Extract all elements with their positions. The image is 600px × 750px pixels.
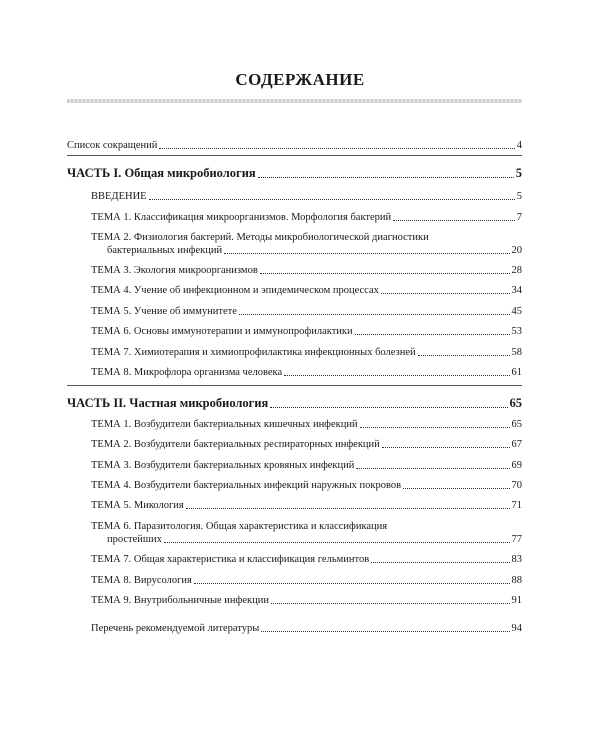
dot-leader <box>393 220 515 221</box>
toc-entry-multiline[interactable] <box>91 520 522 546</box>
toc-entry[interactable] <box>91 418 522 431</box>
toc-entry-label: ТЕМА 3. Экология микроорганизмов <box>91 265 258 276</box>
toc-entry-label: ТЕМА 6. Паразитология. Общая характеристика и классификация <box>91 521 388 532</box>
toc-entry-page: 91 <box>511 595 522 606</box>
toc-entry-page: 4 <box>516 140 522 151</box>
toc-entry-label: ТЕМА 3. Возбудители бактериальных кровяных инфекций <box>91 460 355 471</box>
toc-entry-page: 71 <box>511 500 522 511</box>
dot-leader <box>261 631 509 632</box>
toc-entry-label-continued: простейших <box>107 534 162 545</box>
toc-entry[interactable] <box>91 284 522 297</box>
dot-leader <box>284 375 509 376</box>
toc-entry[interactable] <box>91 346 522 359</box>
toc-entry-references[interactable] <box>91 622 522 635</box>
toc-entry-abbreviations[interactable] <box>67 139 522 152</box>
toc-entry-page: 61 <box>511 367 522 378</box>
dot-leader <box>260 273 510 274</box>
dot-leader <box>149 199 515 200</box>
toc-entry-page: 53 <box>511 326 522 337</box>
toc-entry-label: ВВЕДЕНИЕ <box>91 191 147 202</box>
toc-entry-label: ТЕМА 4. Учение об инфекционном и эпидемическом процессах <box>91 285 379 296</box>
toc-entry-label-continued: бактериальных инфекций <box>107 245 223 256</box>
toc-entry-page: 70 <box>511 480 522 491</box>
toc-entry[interactable] <box>91 305 522 318</box>
toc-entry-label: ТЕМА 5. Микология <box>91 500 184 511</box>
toc-entry-page: 77 <box>511 534 522 545</box>
toc-part-page: 65 <box>509 396 522 410</box>
toc-entry-page: 67 <box>511 439 522 450</box>
toc-entry-multiline[interactable] <box>91 231 522 257</box>
divider <box>67 385 522 386</box>
toc-entry-page: 20 <box>511 245 522 256</box>
toc-entry-label: ТЕМА 2. Физиология бактерий. Методы микробиологической диагностики <box>91 232 429 243</box>
toc-entry[interactable] <box>91 325 522 338</box>
dot-leader <box>381 293 510 294</box>
toc-entry[interactable] <box>91 211 522 224</box>
dot-leader <box>164 542 510 543</box>
toc-entry-page: 7 <box>516 212 522 223</box>
toc-entry[interactable] <box>91 499 522 512</box>
toc-entry-page: 45 <box>511 306 522 317</box>
toc-entry-label: ТЕМА 6. Основы иммунотерапии и иммунопрофилактики <box>91 326 353 337</box>
toc-entry-page: 69 <box>511 460 522 471</box>
dot-leader <box>355 334 510 335</box>
toc-entry-page: 58 <box>511 347 522 358</box>
toc-entry-label: ТЕМА 1. Классификация микроорганизмов. Морфология бактерий <box>91 212 392 223</box>
toc-entry-page: 5 <box>516 191 522 202</box>
toc-entry-page: 34 <box>511 285 522 296</box>
toc-entry-label: Список сокращений <box>67 140 158 151</box>
toc-entry-label: ТЕМА 7. Общая характеристика и классификация гельминтов <box>91 554 370 565</box>
toc-entry-page: 28 <box>511 265 522 276</box>
title-rule <box>67 99 522 103</box>
toc-entry-page: 65 <box>511 419 522 430</box>
dot-leader <box>258 177 514 178</box>
toc-entry-page: 83 <box>511 554 522 565</box>
toc-entry-label: Перечень рекомендуемой литературы <box>91 623 260 634</box>
dot-leader <box>356 468 509 469</box>
dot-leader <box>382 447 510 448</box>
page-title: СОДЕРЖАНИЕ <box>235 70 365 89</box>
toc-part-page: 5 <box>515 166 522 180</box>
toc-entry[interactable] <box>91 438 522 451</box>
dot-leader <box>186 508 510 509</box>
toc-entry[interactable] <box>91 553 522 566</box>
dot-leader <box>270 407 507 408</box>
toc-entry[interactable] <box>91 366 522 379</box>
toc-entry[interactable] <box>91 594 522 607</box>
toc-entry[interactable] <box>91 190 522 203</box>
divider <box>67 155 522 156</box>
toc-entry-label: ТЕМА 5. Учение об иммунитете <box>91 306 237 317</box>
dot-leader <box>159 148 514 149</box>
toc-entry-page: 94 <box>511 623 522 634</box>
dot-leader <box>239 314 510 315</box>
toc-part-label: ЧАСТЬ I. Общая микробиология <box>67 166 256 180</box>
toc-entry[interactable] <box>91 479 522 492</box>
dot-leader <box>271 603 510 604</box>
dot-leader <box>224 253 509 254</box>
toc-entry-label: ТЕМА 4. Возбудители бактериальных инфекций наружных покровов <box>91 480 402 491</box>
toc-part-1[interactable] <box>67 166 522 181</box>
toc-entry-label: ТЕМА 2. Возбудители бактериальных респираторных инфекций <box>91 439 380 450</box>
toc-entry[interactable] <box>91 574 522 587</box>
toc-entry-label: ТЕМА 7. Химиотерапия и химиопрофилактика инфекционных болезней <box>91 347 416 358</box>
toc-entry-label: ТЕМА 9. Внутрибольничные инфекции <box>91 595 269 606</box>
toc-entry[interactable] <box>91 264 522 277</box>
toc-entry-page: 88 <box>511 575 522 586</box>
toc-entry[interactable] <box>91 459 522 472</box>
toc-part-2[interactable] <box>67 396 522 411</box>
dot-leader <box>418 355 510 356</box>
dot-leader <box>360 427 510 428</box>
toc-entry-label: ТЕМА 8. Микрофлора организма человека <box>91 367 283 378</box>
dot-leader <box>194 583 510 584</box>
toc-entry-label: ТЕМА 1. Возбудители бактериальных кишечных инфекций <box>91 419 358 430</box>
dot-leader <box>371 562 509 563</box>
dot-leader <box>403 488 509 489</box>
toc-part-label: ЧАСТЬ II. Частная микробиология <box>67 396 269 410</box>
toc-entry-label: ТЕМА 8. Вирусология <box>91 575 192 586</box>
